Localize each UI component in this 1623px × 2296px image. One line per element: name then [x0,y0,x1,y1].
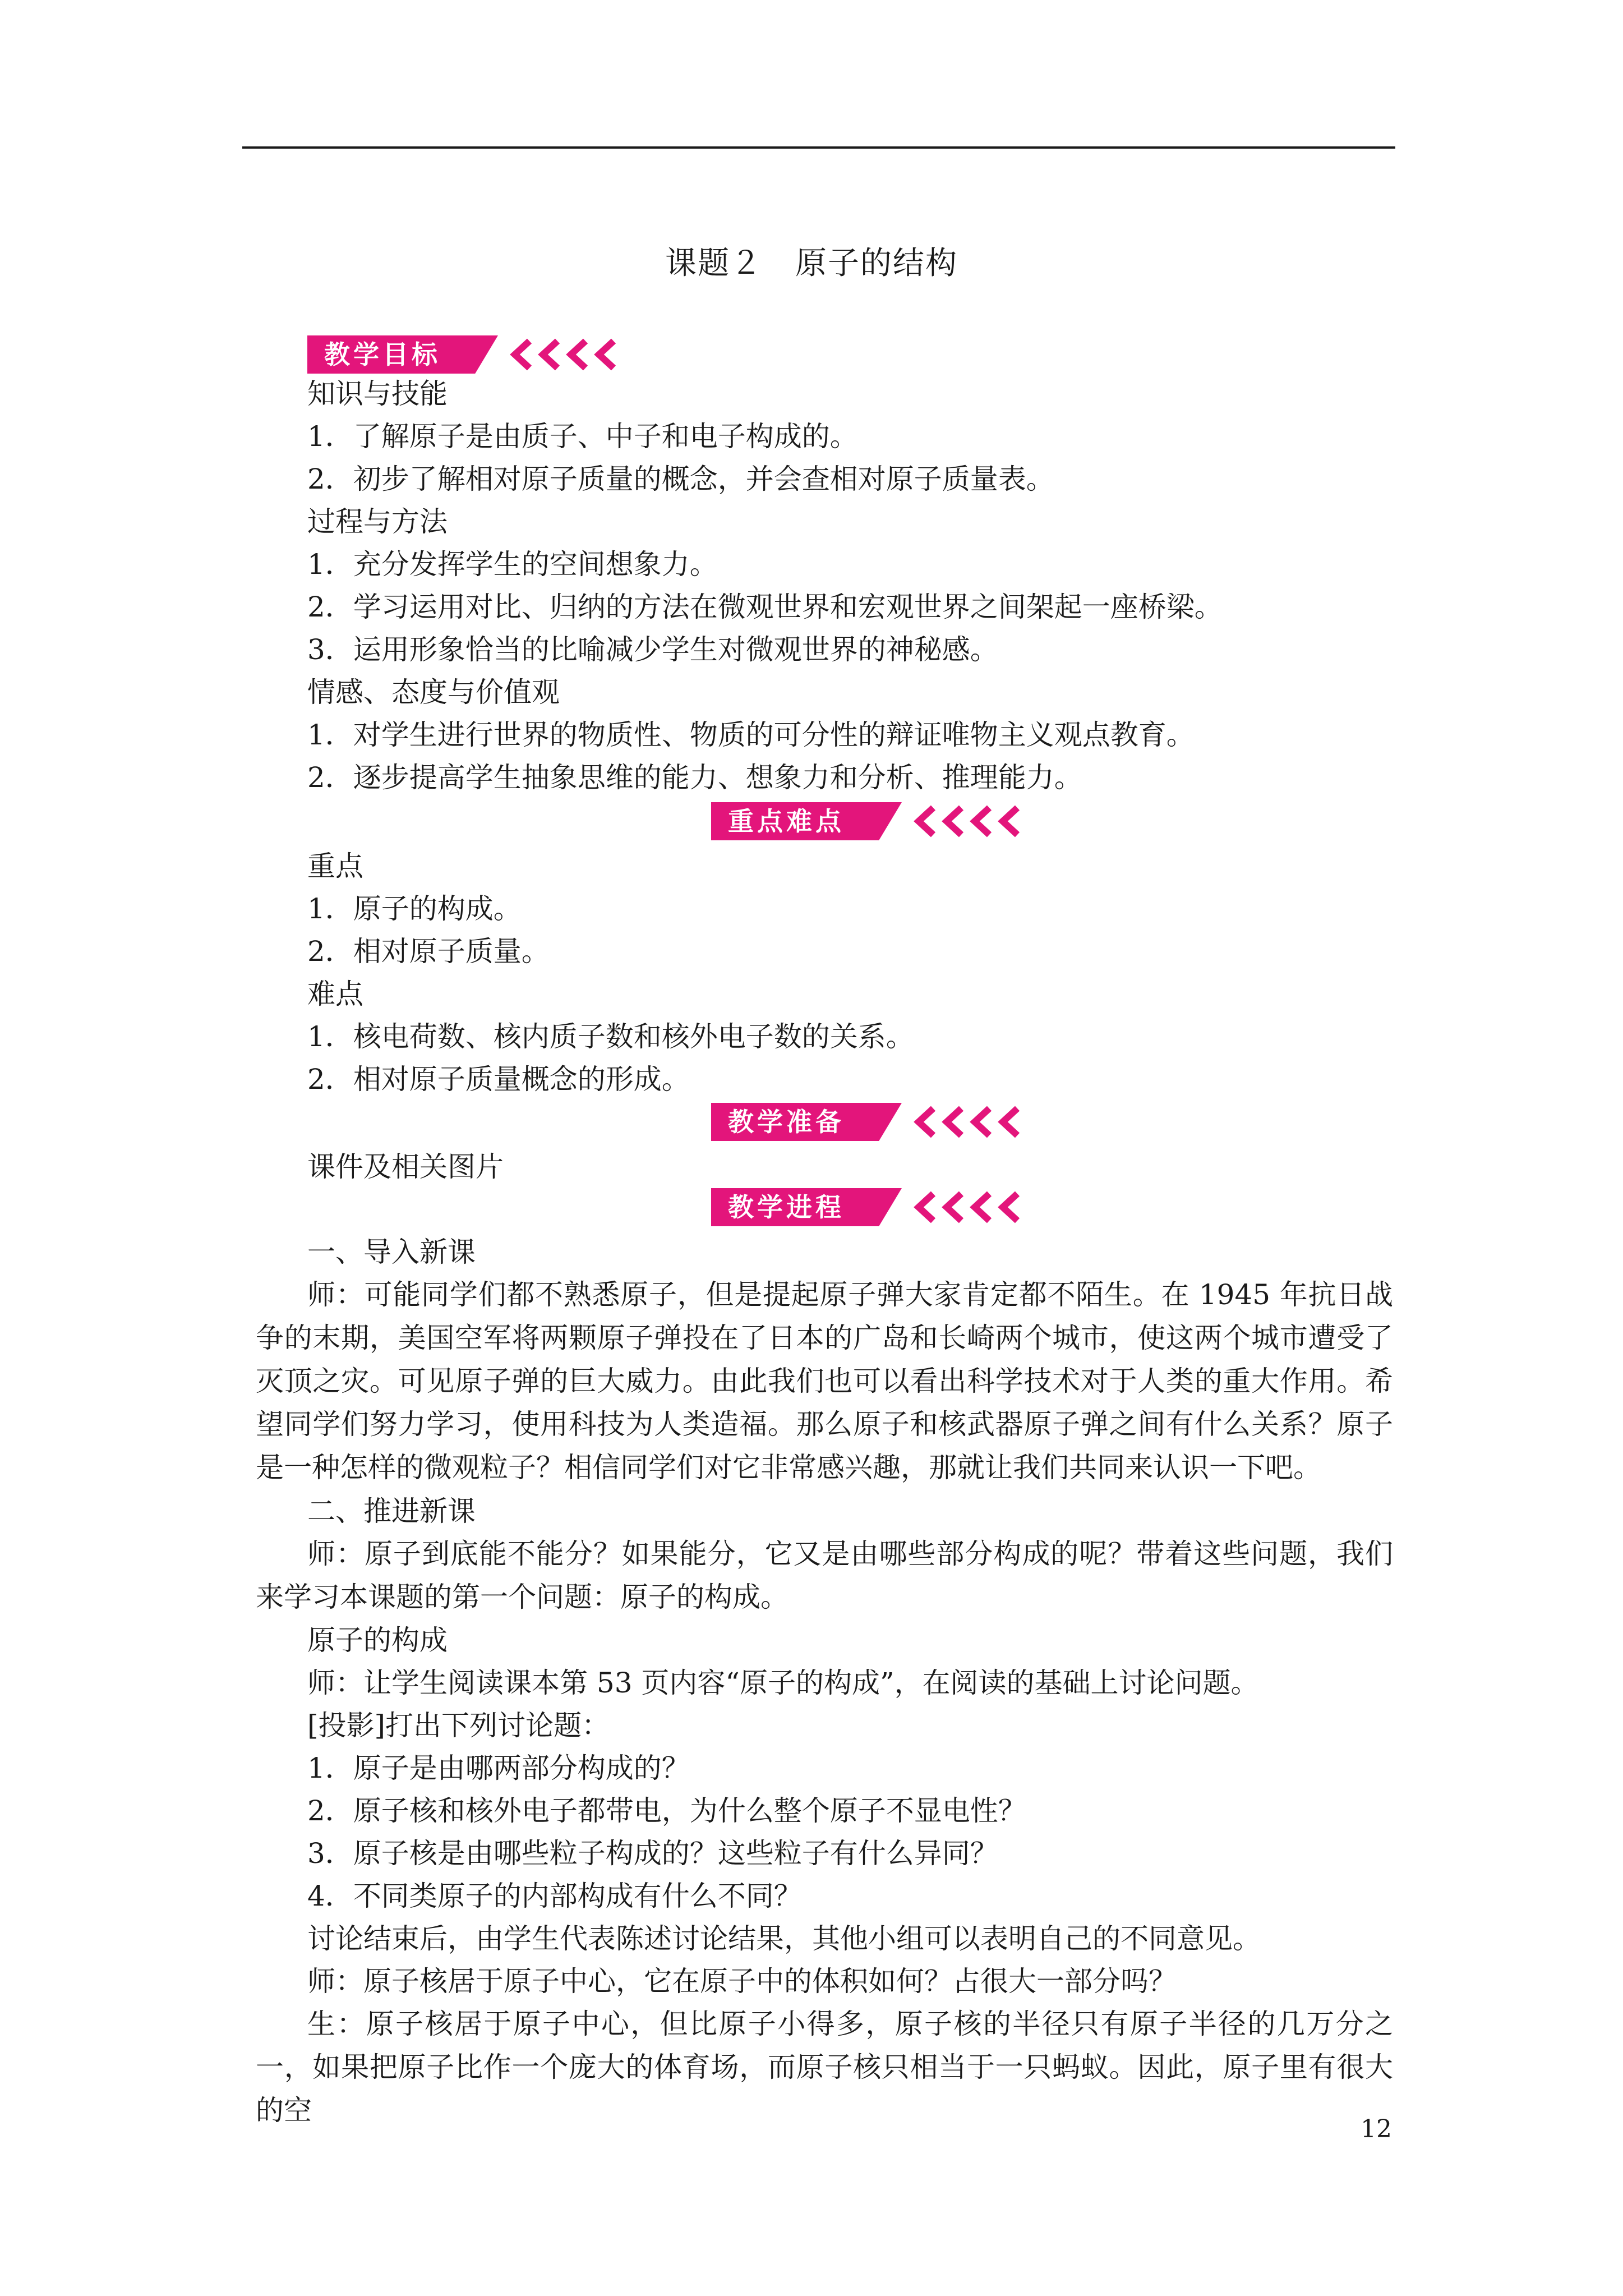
heading-knowledge: 知识与技能 [307,378,448,410]
objective-item: 1．充分发挥学生的空间想象力。 [307,548,718,581]
chevrons-icon [509,338,627,371]
preparation-text: 课件及相关图片 [307,1151,504,1183]
objective-item: 2．初步了解相对原子质量的概念，并会查相对原子质量表。 [307,463,1054,495]
objective-item: 3．运用形象恰当的比喻减少学生对微观世界的神秘感。 [307,633,998,666]
objective-item: 2．逐步提高学生抽象思维的能力、想象力和分析、推理能力。 [307,761,1082,794]
page-title: 课题２ 原子的结构 [665,245,958,282]
banner-process-label: 教学进程 [728,1192,845,1222]
objective-item: 1．对学生进行世界的物质性、物质的可分性的辩证唯物主义观点教育。 [307,719,1195,751]
key-item: 1．原子的构成。 [307,892,522,925]
projection-note: [投影]打出下列讨论题： [307,1709,610,1742]
discussion-question: 1．原子是由哪两部分构成的？ [307,1752,690,1784]
banner-key-points-label: 重点难点 [728,806,845,836]
heading-key: 重点 [307,850,363,882]
header-rule [242,146,1395,149]
key-item: 2．相对原子质量。 [307,935,550,968]
difficult-item: 1．核电荷数、核内质子数和核外电子数的关系。 [307,1020,914,1053]
banner-objectives-label: 教学目标 [324,339,441,370]
section-new-lesson: 二、推进新课 [307,1495,476,1527]
chevrons-icon [913,804,1031,838]
heading-process: 过程与方法 [307,505,448,538]
discussion-question: 2．原子核和核外电子都带电，为什么整个原子不显电性？ [307,1795,1026,1827]
objective-item: 1．了解原子是由质子、中子和电子构成的。 [307,420,858,453]
chevrons-icon [913,1105,1031,1139]
reading-instruction: 师：让学生阅读课本第 53 页内容“原子的构成”，在阅读的基础上讨论问题。 [307,1667,1259,1699]
lesson-paragraph: 师：原子到底能不能分？如果能分，它又是由哪些部分构成的呢？带着这些问题，我们来学习本课题的第一个问题：原子的构成。 [256,1538,1393,1613]
banner-preparation-label: 教学准备 [728,1107,845,1137]
discussion-question: 4．不同类原子的内部构成有什么不同？ [307,1880,802,1912]
objective-item: 2．学习运用对比、归纳的方法在微观世界和宏观世界之间架起一座桥梁。 [307,591,1223,623]
section-intro: 一、导入新课 [307,1236,476,1268]
discussion-question: 3．原子核是由哪些粒子构成的？这些粒子有什么异同？ [307,1837,998,1870]
discussion-summary: 讨论结束后，由学生代表陈述讨论结果，其他小组可以表明自己的不同意见。 [307,1922,1261,1955]
student-answer: 生：原子核居于原子中心，但比原子小得多，原子核的半径只有原子半径的几万分之一，如果把原子比作一个庞大的体育场，而原子核只相当于一只蚂蚁。因此，原子里有很大的空 [256,2008,1393,2127]
chevrons-icon [913,1190,1031,1224]
difficult-item: 2．相对原子质量概念的形成。 [307,1063,690,1096]
intro-paragraph: 师：可能同学们都不熟悉原子，但是提起原子弹大家肯定都不陌生。在 1945 年抗日战争的末期，美国空军将两颗原子弹投在了日本的广岛和长崎两个城市，使这两个城市遭受了灭顶之灾。可见原子弹的巨大威力。由此我们也可以看出科学技术对于人类的重大作用。希望同学们努力学习，使用科技为人类造福。那么原子和核武器原子弹之间有什么关系？原子是一种怎样的微观粒子？相信同学们对它非常感兴趣，那就让我们共同来认识一下吧。 [256,1278,1393,1484]
heading-difficult: 难点 [307,978,363,1010]
page-number: 12 [1361,2115,1392,2143]
teacher-question: 师：原子核居于原子中心，它在原子中的体积如何？占很大一部分吗？ [307,1965,1177,1998]
subheading-atom-structure: 原子的构成 [307,1624,448,1657]
heading-attitude: 情感、态度与价值观 [307,676,560,708]
